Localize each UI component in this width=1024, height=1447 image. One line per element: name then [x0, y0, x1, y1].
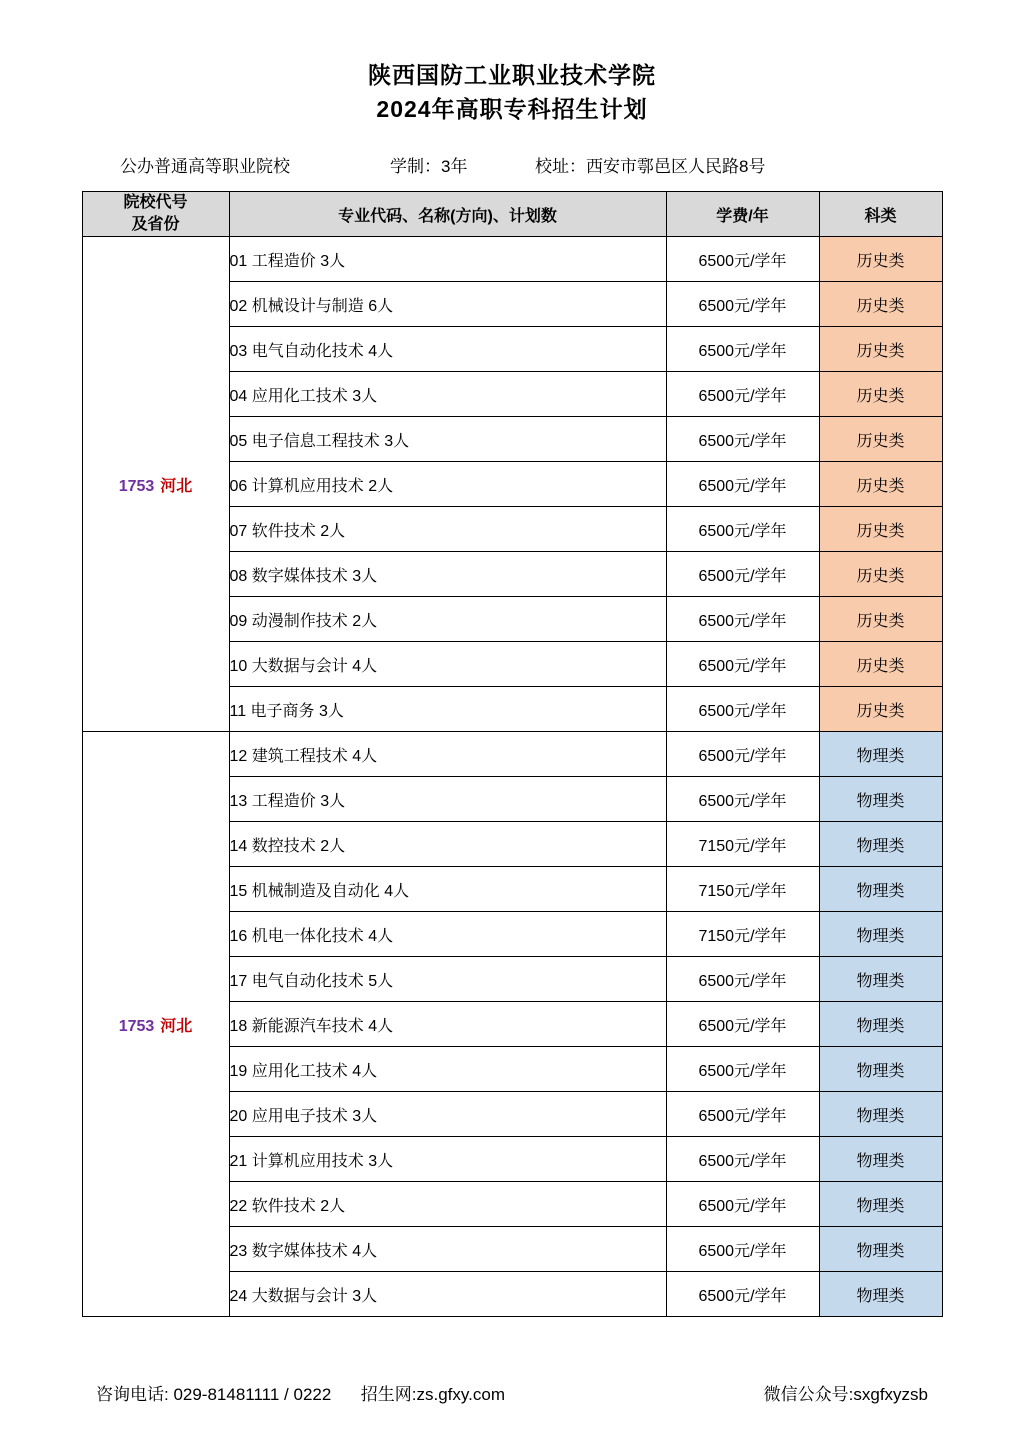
category-cell: 历史类 [819, 237, 942, 282]
table-row [82, 237, 942, 282]
fee-cell: 7150元/学年 [666, 867, 819, 912]
category-cell: 物理类 [819, 1092, 942, 1137]
major-cell: 17 电气自动化技术 5人 [229, 957, 666, 1002]
category-cell: 物理类 [819, 867, 942, 912]
institution-code-number: 1753 [118, 1017, 155, 1035]
major-cell: 21 计算机应用技术 3人 [229, 1137, 666, 1182]
category-cell: 历史类 [819, 372, 942, 417]
major-cell: 16 机电一体化技术 4人 [229, 912, 666, 957]
category-cell: 历史类 [819, 327, 942, 372]
category-cell: 物理类 [819, 1002, 942, 1047]
fee-cell: 6500元/学年 [666, 1047, 819, 1092]
major-cell: 20 应用电子技术 3人 [229, 1092, 666, 1137]
category-cell: 历史类 [819, 507, 942, 552]
major-cell: 12 建筑工程技术 4人 [229, 732, 666, 777]
title-block [0, 0, 1024, 126]
table-header [82, 192, 942, 237]
table-header-row [82, 192, 942, 237]
fee-cell: 6500元/学年 [666, 597, 819, 642]
fee-cell: 6500元/学年 [666, 417, 819, 462]
major-cell: 11 电子商务 3人 [229, 687, 666, 732]
category-cell: 历史类 [819, 417, 942, 462]
column-header-code-line1: 院校代号 [123, 194, 188, 211]
footer [0, 1380, 1024, 1405]
category-cell: 物理类 [819, 732, 942, 777]
footer-website: 招生网:zs.gfxy.com [360, 1385, 505, 1404]
major-cell: 05 电子信息工程技术 3人 [229, 417, 666, 462]
fee-cell: 7150元/学年 [666, 912, 819, 957]
major-cell: 10 大数据与会计 4人 [229, 642, 666, 687]
major-cell: 08 数字媒体技术 3人 [229, 552, 666, 597]
category-cell: 历史类 [819, 642, 942, 687]
institution-code-cell [82, 237, 229, 732]
fee-cell: 6500元/学年 [666, 462, 819, 507]
fee-cell: 6500元/学年 [666, 372, 819, 417]
footer-contact [96, 1380, 505, 1405]
column-header-major: 专业代码、名称(方向)、计划数 [229, 192, 666, 237]
footer-phone: 咨询电话: 029-81481111 / 0222 [96, 1385, 332, 1404]
table-body [82, 237, 942, 1317]
fee-cell: 6500元/学年 [666, 642, 819, 687]
fee-cell: 6500元/学年 [666, 552, 819, 597]
fee-cell: 6500元/学年 [666, 1002, 819, 1047]
category-cell: 历史类 [819, 552, 942, 597]
institution-province: 河北 [160, 477, 193, 495]
fee-cell: 6500元/学年 [666, 282, 819, 327]
fee-cell: 6500元/学年 [666, 687, 819, 732]
category-cell: 物理类 [819, 1047, 942, 1092]
fee-cell: 6500元/学年 [666, 1227, 819, 1272]
category-cell: 历史类 [819, 282, 942, 327]
fee-cell: 6500元/学年 [666, 1092, 819, 1137]
institution-code-number: 1753 [118, 477, 155, 495]
major-cell: 18 新能源汽车技术 4人 [229, 1002, 666, 1047]
major-cell: 06 计算机应用技术 2人 [229, 462, 666, 507]
major-cell: 23 数字媒体技术 4人 [229, 1227, 666, 1272]
page-title-line2: 2024年高职专科招生计划 [376, 96, 648, 122]
category-cell: 物理类 [819, 1182, 942, 1227]
table-row [82, 732, 942, 777]
category-cell: 物理类 [819, 1227, 942, 1272]
major-cell: 01 工程造价 3人 [229, 237, 666, 282]
category-cell: 历史类 [819, 462, 942, 507]
fee-cell: 6500元/学年 [666, 1137, 819, 1182]
admission-plan-table [82, 191, 943, 1317]
column-header-code-line2: 及省份 [131, 216, 180, 233]
category-cell: 物理类 [819, 777, 942, 822]
category-cell: 物理类 [819, 1272, 942, 1317]
study-length: 学制：3年 [390, 157, 468, 176]
fee-cell: 7150元/学年 [666, 822, 819, 867]
category-cell: 历史类 [819, 597, 942, 642]
fee-cell: 6500元/学年 [666, 507, 819, 552]
major-cell: 24 大数据与会计 3人 [229, 1272, 666, 1317]
category-cell: 历史类 [819, 687, 942, 732]
major-cell: 22 软件技术 2人 [229, 1182, 666, 1227]
footer-wechat: 微信公众号:sxgfxyzsb [763, 1385, 928, 1404]
major-cell: 13 工程造价 3人 [229, 777, 666, 822]
category-cell: 物理类 [819, 912, 942, 957]
major-cell: 03 电气自动化技术 4人 [229, 327, 666, 372]
fee-cell: 6500元/学年 [666, 327, 819, 372]
fee-cell: 6500元/学年 [666, 777, 819, 822]
category-cell: 物理类 [819, 957, 942, 1002]
fee-cell: 6500元/学年 [666, 1272, 819, 1317]
column-header-category: 科类 [819, 192, 942, 237]
fee-cell: 6500元/学年 [666, 1182, 819, 1227]
page-title-line1: 陕西国防工业职业技术学院 [368, 62, 656, 88]
major-cell: 19 应用化工技术 4人 [229, 1047, 666, 1092]
major-cell: 04 应用化工技术 3人 [229, 372, 666, 417]
column-header-fee: 学费/年 [666, 192, 819, 237]
category-cell: 物理类 [819, 822, 942, 867]
school-address: 校址：西安市鄠邑区人民路8号 [535, 157, 766, 176]
major-cell: 15 机械制造及自动化 4人 [229, 867, 666, 912]
institution-province: 河北 [160, 1017, 193, 1035]
fee-cell: 6500元/学年 [666, 732, 819, 777]
school-info-line [0, 152, 1024, 177]
major-cell: 02 机械设计与制造 6人 [229, 282, 666, 327]
fee-cell: 6500元/学年 [666, 237, 819, 282]
column-header-code [82, 192, 229, 237]
school-type: 公办普通高等职业院校 [120, 157, 290, 176]
major-cell: 09 动漫制作技术 2人 [229, 597, 666, 642]
major-cell: 07 软件技术 2人 [229, 507, 666, 552]
fee-cell: 6500元/学年 [666, 957, 819, 1002]
category-cell: 物理类 [819, 1137, 942, 1182]
major-cell: 14 数控技术 2人 [229, 822, 666, 867]
institution-code-cell [82, 732, 229, 1317]
